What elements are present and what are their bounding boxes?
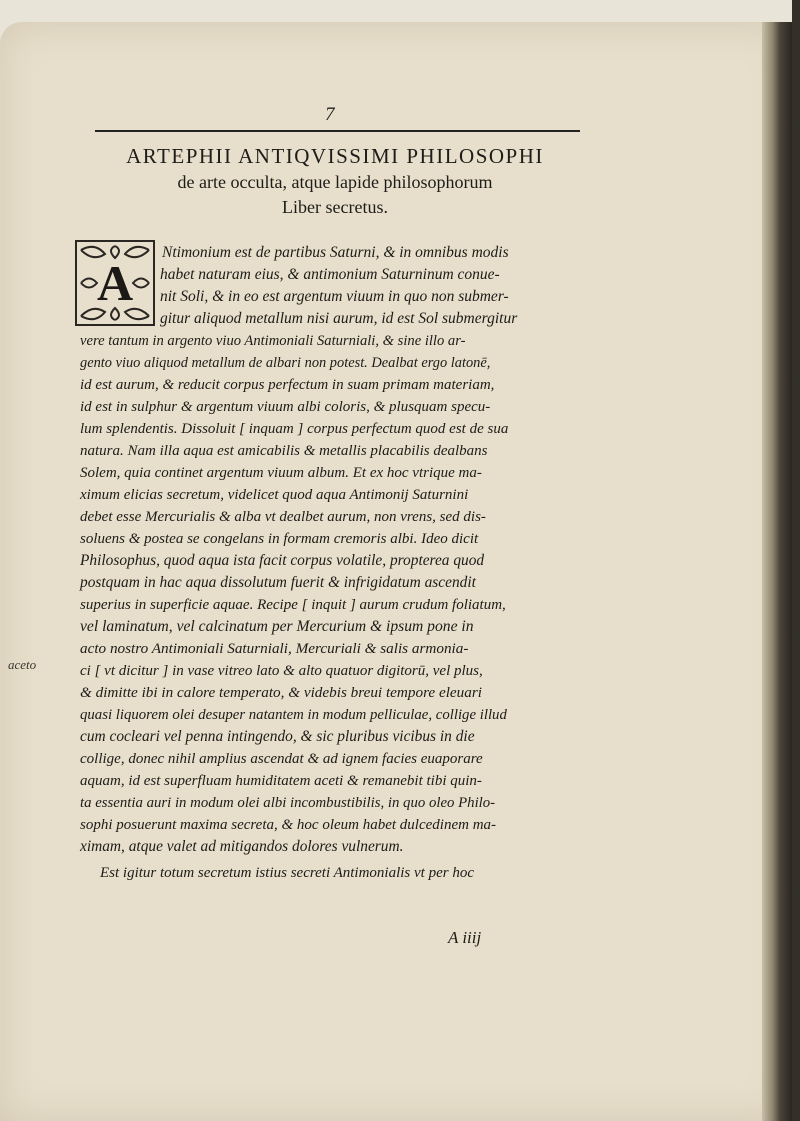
text-line: Ntimonium est de partibus Saturni, & in omnibus modis (162, 244, 509, 261)
text-line: collige, donec nihil amplius ascendat & ad ignem facies euaporare (80, 751, 483, 767)
text-line: & dimitte ibi in calore temperato, & videbis breui tempore eleuari (80, 684, 482, 701)
title-line-1: ARTEPHII ANTIQVISSIMI PHILOSOPHI (126, 144, 544, 168)
book-spine (762, 22, 792, 1121)
text-line: nit Soli, & in eo est argentum viuum in quo non submer- (160, 288, 509, 305)
text-line: vere tantum in argento viuo Antimoniali Saturniali, & sine illo ar- (80, 333, 466, 349)
text-line: acto nostro Antimoniali Saturniali, Mercuriali & salis armonia- (80, 640, 469, 657)
signature-mark: A iiij (448, 928, 482, 947)
text-line: quasi liquorem olei desuper natantem in modum pelliculae, collige illud (80, 707, 507, 723)
decorated-initial (75, 240, 155, 326)
text-line: natura. Nam illa aqua est amicabilis & metallis placabilis dealbans (80, 443, 488, 459)
text-line: debet esse Mercurialis & alba vt dealbet aurum, non vrens, sed dis- (80, 509, 486, 525)
title-line-2: de arte occulta, atque lapide philosophorum (177, 172, 493, 192)
text-line: aquam, id est superfluam humiditatem aceti & remanebit tibi quin- (80, 773, 482, 789)
text-line: Solem, quia continet argentum viuum album. Et ex hoc vtrique ma- (80, 465, 482, 481)
text-line: gitur aliquod metallum nisi aurum, id est Sol submergitur (160, 310, 518, 327)
text-line: soluens & postea se congelans in formam cremoris albi. Ideo dicit (80, 531, 479, 547)
text-line: cum cocleari vel penna intingendo, & sic pluribus vicibus in die (80, 728, 475, 745)
text-line: ci [ vt dicitur ] in vase vitreo lato & alto quatuor digitorū, vel plus, (80, 663, 483, 679)
text-line: lum splendentis. Dissoluit [ inquam ] corpus perfectum quod est de sua (80, 421, 509, 437)
text-line: Est igitur totum secretum istius secreti Antimonialis vt per hoc (100, 865, 474, 881)
text-line: vel laminatum, vel calcinatum per Mercurium & ipsum pone in (80, 618, 474, 635)
text-line: sophi posuerunt maxima secreta, & hoc oleum habet dulcedinem ma- (80, 817, 497, 833)
text-line: ta essentia auri in modum olei albi incombustibilis, in quo oleo Philo- (80, 795, 496, 811)
text-line: gento viuo aliquod metallum de albari non potest. Dealbat ergo latonē, (80, 355, 491, 371)
scan-top-margin (0, 0, 800, 22)
running-header (95, 104, 580, 132)
text-line: postquam in hac aqua dissolutum fuerit & infrigidatum ascendit (80, 574, 476, 591)
text-line: ximam, atque valet ad mitigandos dolores vulnerum. (80, 838, 404, 855)
text-line: id est in sulphur & argentum viuum albi coloris, & plusquam specu- (80, 399, 491, 415)
text-line: habet naturam eius, & antimonium Saturninum conue- (160, 266, 500, 283)
text-line: superius in superficie aquae. Recipe [ inquit ] aurum crudum foliatum, (80, 597, 506, 613)
scan-edge (792, 0, 800, 1121)
margin-note: aceto (8, 657, 37, 672)
page-number: 7 (325, 104, 335, 125)
text-line: id est aurum, & reducit corpus perfectum in suam primam materiam, (80, 377, 495, 393)
title-line-3: Liber secretus. (282, 197, 388, 217)
text-line: Philosophus, quod aqua ista facit corpus volatile, propterea quod (80, 552, 485, 569)
svg-text:A: A (96, 255, 134, 311)
text-line: ximum elicias secretum, videlicet quod aqua Antimonij Saturnini (80, 487, 469, 503)
